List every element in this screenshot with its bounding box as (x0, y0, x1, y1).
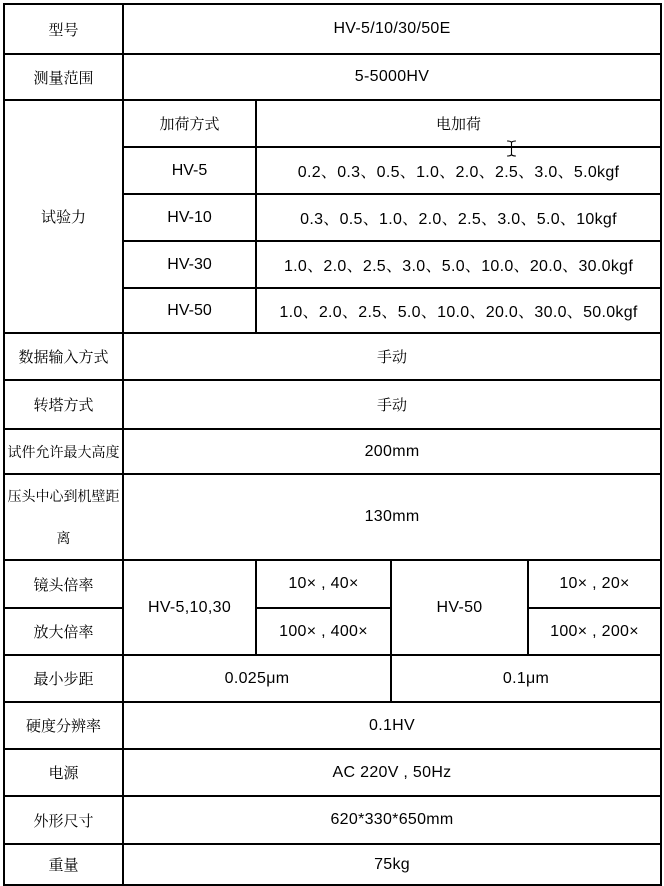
hardness-resolution-value: 0.1HV (123, 702, 661, 749)
min-step-value-group2: 0.1μm (391, 655, 661, 702)
weight-value: 75kg (123, 844, 661, 885)
turret-label: 转塔方式 (4, 380, 123, 429)
max-specimen-height-label: 试件允许最大高度 (4, 429, 123, 474)
throat-depth-value: 130mm (123, 474, 661, 560)
model-value: HV-5/10/30/50E (123, 4, 661, 54)
min-step-label: 最小步距 (4, 655, 123, 702)
row-load-method (4, 100, 661, 147)
load-method-label: 加荷方式 (123, 100, 256, 147)
max-specimen-height-value: 200mm (123, 429, 661, 474)
spec-table (3, 3, 662, 886)
row-weight (4, 844, 661, 885)
force-hv5-value: 0.2、0.3、0.5、1.0、2.0、2.5、3.0、5.0kgf (256, 147, 661, 194)
throat-depth-label: 压头中心到机壁距离 (4, 474, 123, 560)
force-hv10-value: 0.3、0.5、1.0、2.0、2.5、3.0、5.0、10kgf (256, 194, 661, 241)
load-method-value: 电加荷 (256, 100, 661, 147)
power-value: AC 220V , 50Hz (123, 749, 661, 796)
force-hv5-label: HV-5 (123, 147, 256, 194)
min-step-value-group1: 0.025μm (123, 655, 391, 702)
dimensions-value: 620*330*650mm (123, 796, 661, 844)
row-data-input (4, 333, 661, 380)
row-hardness-resolution (4, 702, 661, 749)
row-lens-magnification (4, 560, 661, 608)
optics-group2-model: HV-50 (391, 560, 528, 655)
optics-group2-magnification-value: 100× , 200× (528, 608, 661, 655)
dimensions-label: 外形尺寸 (4, 796, 123, 844)
row-turret (4, 380, 661, 429)
data-input-value: 手动 (123, 333, 661, 380)
test-force-label: 试验力 (4, 100, 123, 333)
optics-group1-magnification-value: 100× , 400× (256, 608, 391, 655)
measuring-range-label: 测量范围 (4, 54, 123, 100)
lens-magnification-label: 镜头倍率 (4, 560, 123, 608)
model-label: 型号 (4, 4, 123, 54)
force-hv30-label: HV-30 (123, 241, 256, 288)
row-max-specimen-height (4, 429, 661, 474)
force-hv30-value: 1.0、2.0、2.5、3.0、5.0、10.0、20.0、30.0kgf (256, 241, 661, 288)
data-input-label: 数据输入方式 (4, 333, 123, 380)
force-hv50-label: HV-50 (123, 288, 256, 333)
row-power (4, 749, 661, 796)
turret-value: 手动 (123, 380, 661, 429)
weight-label: 重量 (4, 844, 123, 885)
total-magnification-label: 放大倍率 (4, 608, 123, 655)
optics-group1-lens-value: 10× , 40× (256, 560, 391, 608)
hardness-resolution-label: 硬度分辨率 (4, 702, 123, 749)
optics-group1-model: HV-5,10,30 (123, 560, 256, 655)
row-dimensions (4, 796, 661, 844)
force-hv50-value: 1.0、2.0、2.5、5.0、10.0、20.0、30.0、50.0kgf (256, 288, 661, 333)
power-label: 电源 (4, 749, 123, 796)
row-model (4, 4, 661, 54)
force-hv10-label: HV-10 (123, 194, 256, 241)
row-throat-depth (4, 474, 661, 560)
row-min-step (4, 655, 661, 702)
optics-group2-lens-value: 10× , 20× (528, 560, 661, 608)
row-total-magnification (4, 608, 661, 655)
measuring-range-value: 5-5000HV (123, 54, 661, 100)
row-measuring-range (4, 54, 661, 100)
